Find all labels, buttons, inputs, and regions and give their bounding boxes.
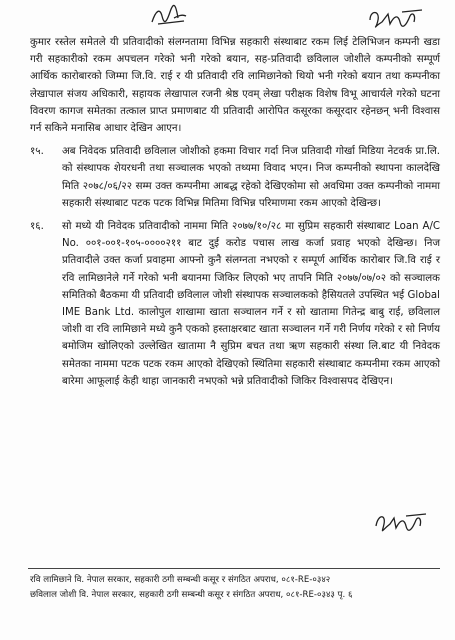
continuation-paragraph: कुमार रस्तेल समेतले यी प्रतिवादीको संलग्नतामा विभिन्न सहकारी संस्थाबाट रकम लिई टेलिभिजन कम्पनी खडा गरी सहकारीको रकम अपचलन गरेको भनी गरेको बयान, सह-प्रतिवादी छविलाल जोशीले कम्पनीको सम्पूर्ण आर्थिक कारोबारको जिम्मा जि.वि. राई र यी प्रतिवादी रवि लामिछानेको थियो भनी गरेको बयान तथा कम्पनीका लेखापाल संजय अधिकारी, सहायक लेखापाल रजनी श्रेष्ठ एवम् लेखा परीक्षक विशेष विभू आचार्यले गरेको घटना विवरण कागज समेतका तत्काल प्राप्त प्रमाणबाट यी प्रतिवादी आरोपित कसूरका कसूरदार रहेनछन् भनी विश्वास गर्न सकिने मनासिब आधार देखिन आएन। bbox=[30, 37, 440, 135]
document-body bbox=[30, 34, 440, 390]
paragraph-15-text: अब निवेदक प्रतिवादी छविलाल जोशीको हकमा विचार गर्दा निज प्रतिवादी गोर्खा मिडिया नेटवर्क प्रा.लि. को संस्थापक शेयरधनी तथा सञ्चालक भएको तथ्यमा विवाद भएन। निज कम्पनीको स्थापना कालदेखि मिति २०७८/०६/२२ सम्म उक्त कम्पनीमा आबद्ध रहेको देखिएकोमा सो अवधिमा उक्त कम्पनीको नाममा सहकारी संस्थाबाट पटक पटक विभिन्न मितिमा विभिन्न परिमाणमा रकम आएको देखिन्छ। bbox=[62, 146, 440, 209]
paragraph-16-text: सो मध्ये यी निवेदक प्रतिवादीको नाममा मिति २०७७/१०/२८ मा सुप्रिम सहकारी संस्थाबाट Loan A/C No. ००१-००१-१०५-००००२११ बाट दुई करोड पचास लाख कर्जा प्रवाह भएको देखिन्छ। निज प्रतिवादीले उक्त कर्जा प्रवाहमा आफ्नो कुनै संलग्नता नभएको र सम्पूर्ण आर्थिक कारोबार जि.वि राई र रवि लामिछानेले गर्ने गरेको भनी बयानमा जिकिर लिएको भए तापनि मिति २०७७/०७/०२ को सञ्चालक समितिको बैठकमा यी प्रतिवादी छविलाल जोशी संस्थापक सञ्चालकको हैसियतले उपस्थित भई Global IME Bank Ltd. कालोपुल शाखामा खाता सञ्चालन गर्ने र सो खातामा गितेन्द्र बाबु राई, छविलाल जोशी वा रवि लामिछाने मध्ये कुनै एकको हस्ताक्षरबाट खाता सञ्चालन गर्ने गरी निर्णय गरेको र सो निर्णय बमोजिम खोलिएको उल्लेखित खातामा नै सुप्रिम बचत तथा ऋण सहकारी संस्था लि.बाट यी निवेदक समेतका नाममा पटक पटक रकम आएको देखिएको स्थितिमा सहकारी संस्थाबाट कम्पनीमा रकम आएको बारेमा आफूलाई केही थाहा जानकारी नभएको भन्ने प्रतिवादीको जिकिर विश्वासपद देखिएन। bbox=[62, 221, 440, 387]
paragraph-15-number: १५. bbox=[30, 146, 44, 158]
signature-top-right bbox=[366, 6, 426, 32]
page-footer bbox=[30, 573, 444, 603]
paragraph-16-number: १६. bbox=[30, 221, 44, 233]
signature-bottom-right bbox=[372, 510, 428, 536]
signature-top-left bbox=[148, 4, 190, 28]
paragraph-16 bbox=[30, 218, 440, 390]
footer-case-line-2: छविलाल जोशी वि. नेपाल सरकार, सहकारी ठगी सम्बन्धी कसूर र संगठित अपराध, ०८१-RE-०३४३ पृ. ६ bbox=[30, 590, 353, 600]
footer-case-line-1: रवि लामिछाने वि. नेपाल सरकार, सहकारी ठगी सम्बन्धी कसूर र संगठित अपराध, ०८१-RE-०३४२ bbox=[30, 575, 331, 585]
paragraph-15 bbox=[30, 143, 440, 212]
footer-divider bbox=[28, 568, 440, 569]
